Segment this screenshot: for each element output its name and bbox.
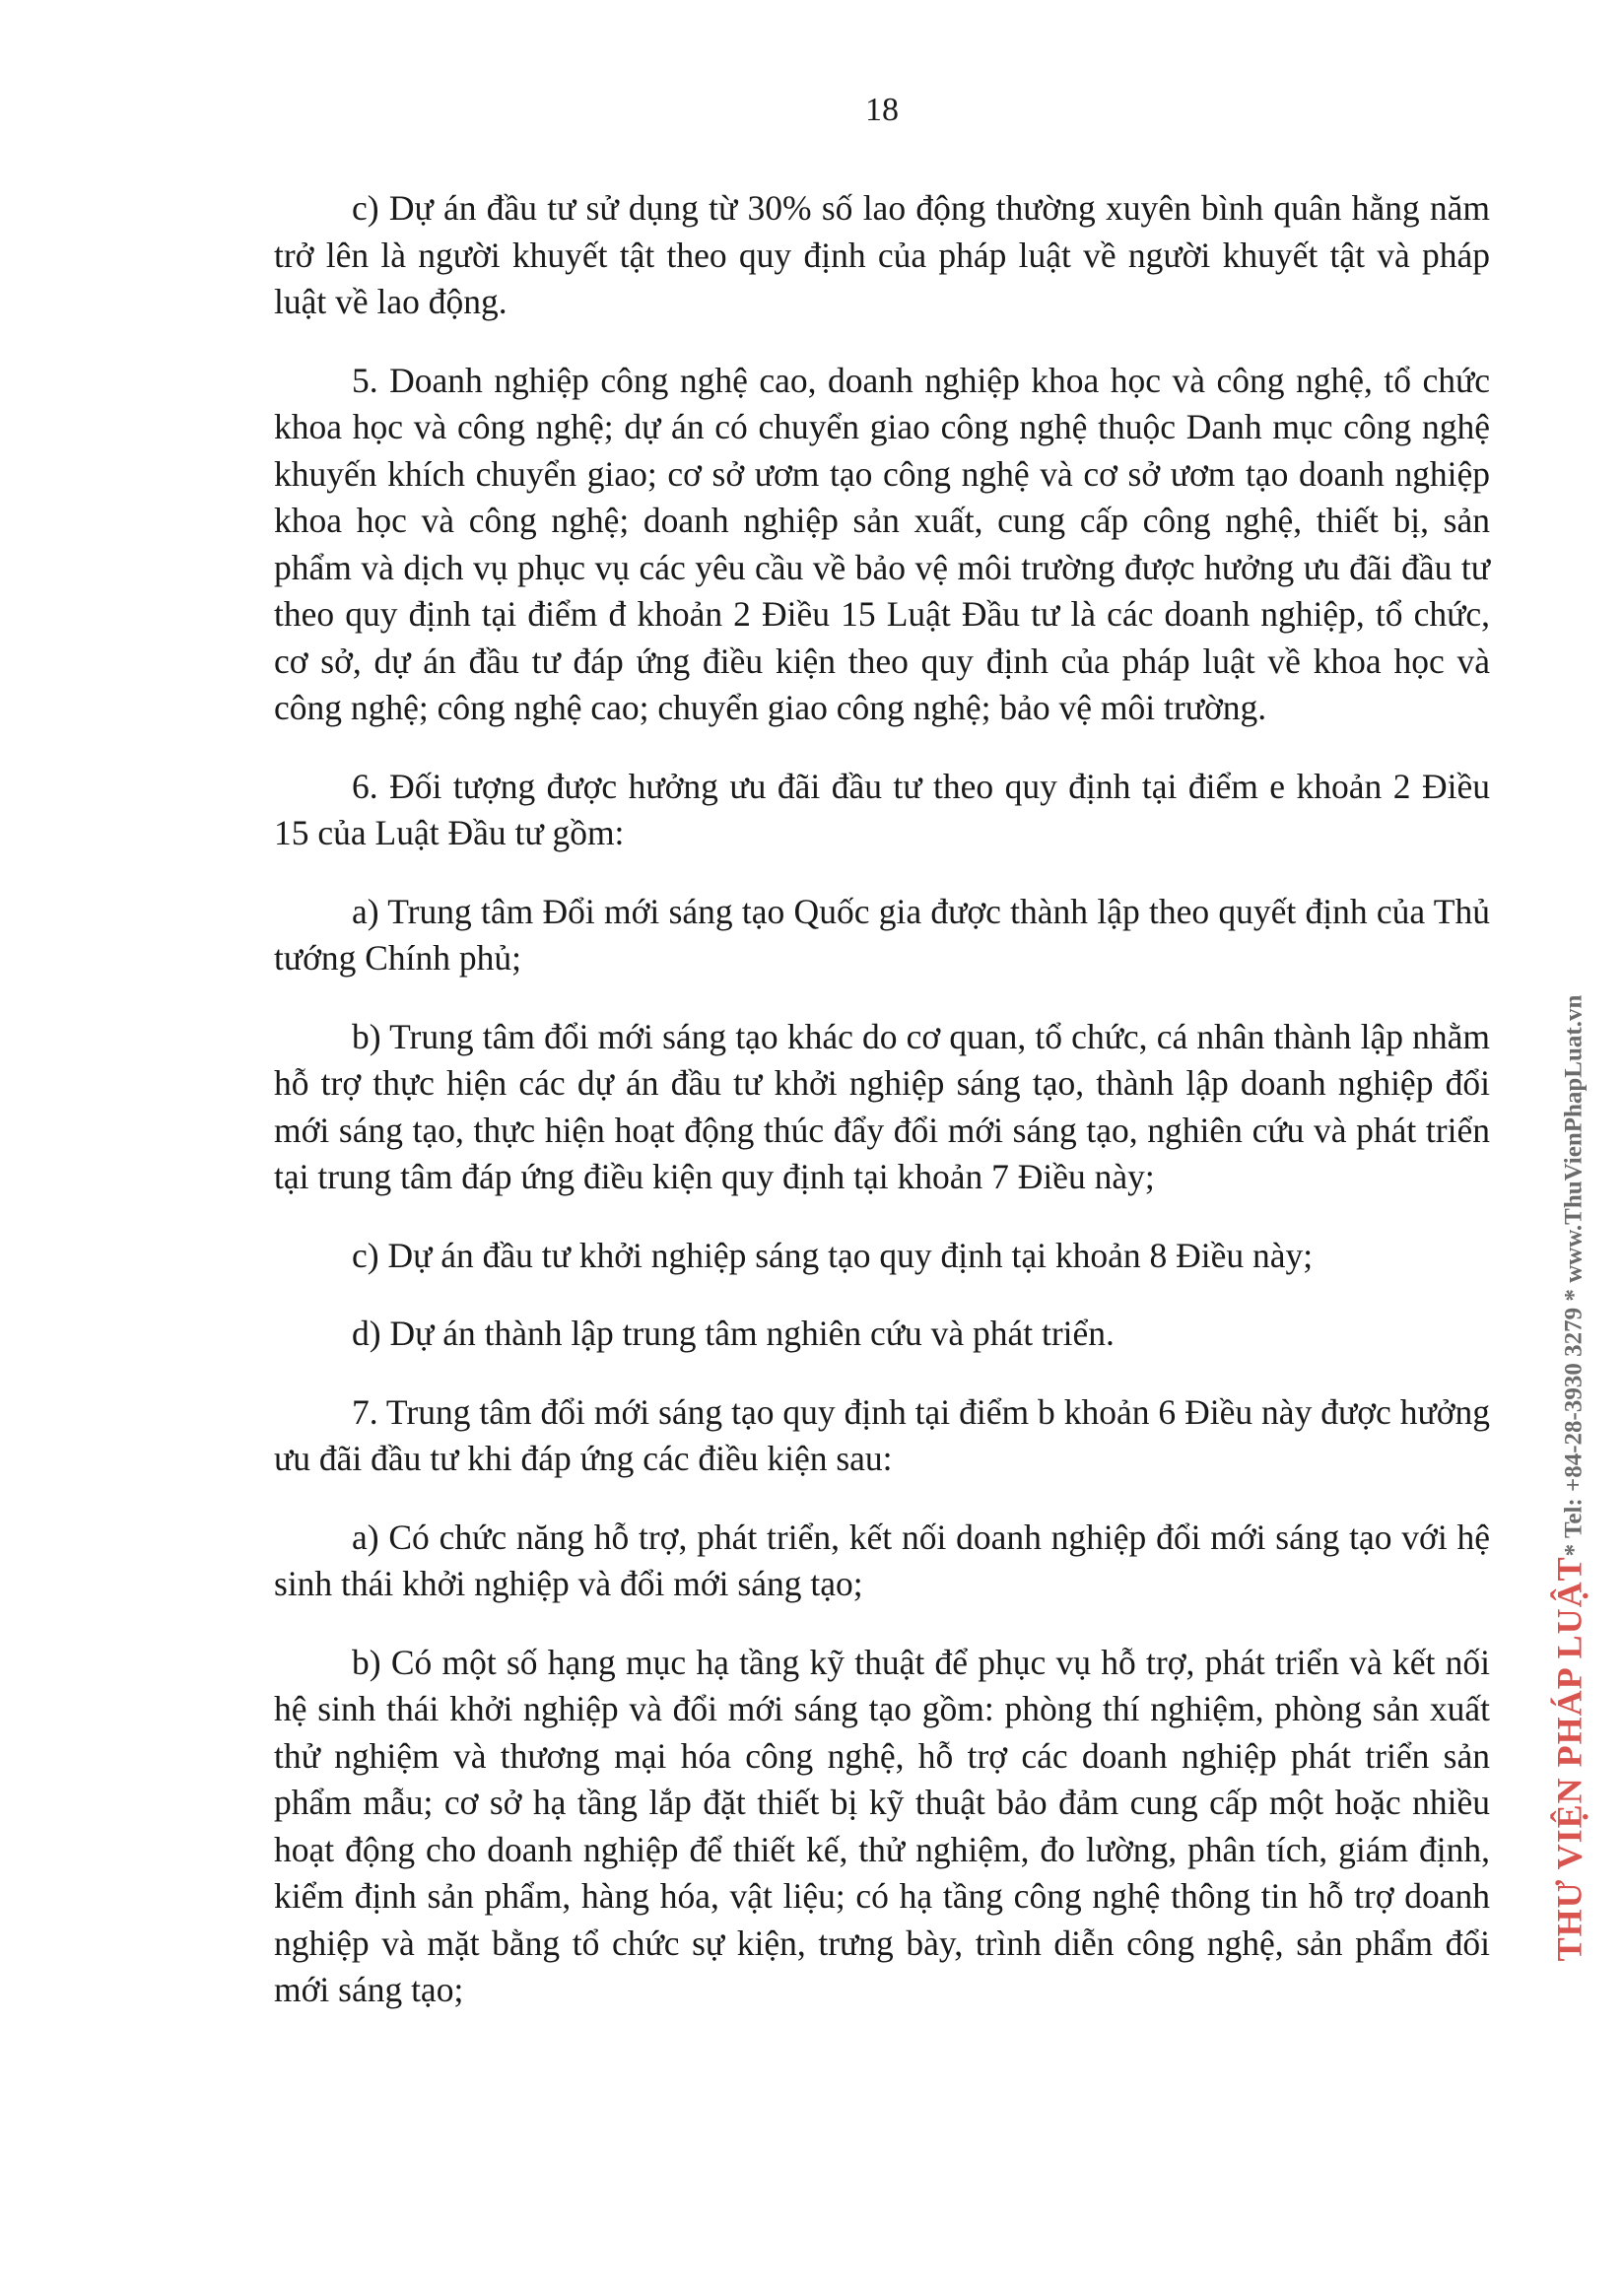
page-number: 18 (865, 92, 899, 128)
paragraph-7: 7. Trung tâm đổi mới sáng tạo quy định tại điểm b khoản 6 Điều này được hưởng ưu đãi đầu tư khi đáp ứng các điều kiện sau: (274, 1391, 1490, 1478)
paragraph-5: 5. Doanh nghiệp công nghệ cao, doanh nghiệp khoa học và công nghệ, tổ chức khoa học và công nghệ; dự án có chuyển giao công nghệ thuộc Danh mục công nghệ khuyến khích chuyển giao; cơ sở ươm tạo công nghệ và cơ sở ươm tạo doanh nghiệp khoa học và công nghệ; doanh nghiệp sản xuất, cung cấp công nghệ, thiết bị, sản phẩm và dịch vụ phục vụ các yêu cầu về bảo vệ môi trường được hưởng ưu đãi đầu tư theo quy định tại điểm đ khoản 2 Điều 15 Luật Đầu tư là các doanh nghiệp, tổ chức, cơ sở, dự án đầu tư đáp ứng điều kiện theo quy định của pháp luật về khoa học và công nghệ; công nghệ cao; chuyển giao công nghệ; bảo vệ môi trường. (274, 360, 1490, 727)
paragraph-6b: b) Trung tâm đổi mới sáng tạo khác do cơ quan, tổ chức, cá nhân thành lập nhằm hỗ trợ thực hiện các dự án đầu tư khởi nghiệp sáng tạo, thành lập doanh nghiệp đổi mới sáng tạo, thực hiện hoạt động thúc đẩy đổi mới sáng tạo, nghiên cứu và phát triển tại trung tâm đáp ứng điều kiện quy định tại khoản 7 Điều này; (274, 1016, 1490, 1196)
paragraph-6: 6. Đối tượng được hưởng ưu đãi đầu tư theo quy định tại điểm e khoản 2 Điều 15 của Luật Đầu tư gồm: (274, 766, 1490, 852)
watermark-contact: * Tel: +84-28-3930 3279 * www.ThuVienPhapLuat.vn (1560, 994, 1588, 1557)
document-body (274, 185, 1490, 2046)
paragraph-7b: b) Có một số hạng mục hạ tầng kỹ thuật để phục vụ hỗ trợ, phát triển và kết nối hệ sinh thái khởi nghiệp và đổi mới sáng tạo gồm: phòng thí nghiệm, phòng sản xuất thử nghiệm và thương mại hóa công nghệ, hỗ trợ các doanh nghiệp phát triển sản phẩm mẫu; cơ sở hạ tầng lắp đặt thiết bị kỹ thuật bảo đảm cung cấp một hoặc nhiều hoạt động cho doanh nghiệp để thiết kế, thử nghiệm, đo lường, phân tích, giám định, kiểm định sản phẩm, hàng hóa, vật liệu; có hạ tầng công nghệ thông tin hỗ trợ doanh nghiệp và mặt bằng tổ chức sự kiện, trưng bày, trình diễn công nghệ, sản phẩm đổi mới sáng tạo; (274, 1642, 1490, 2009)
watermark-brand: THƯ VIỆN PHÁP LUẬT (1549, 1556, 1590, 1962)
paragraph-6c: c) Dự án đầu tư khởi nghiệp sáng tạo quy định tại khoản 8 Điều này; (352, 1235, 1314, 1275)
paragraph-7a: a) Có chức năng hỗ trợ, phát triển, kết nối doanh nghiệp đổi mới sáng tạo với hệ sinh thái khởi nghiệp và đổi mới sáng tạo; (274, 1517, 1490, 1603)
paragraph-6a: a) Trung tâm Đổi mới sáng tạo Quốc gia được thành lập theo quyết định của Thủ tướng Chính phủ; (274, 891, 1490, 978)
paragraph-4c: c) Dự án đầu tư sử dụng từ 30% số lao động thường xuyên bình quân hằng năm trở lên là người khuyết tật theo quy định của pháp luật về người khuyết tật và pháp luật về lao động. (274, 188, 1490, 321)
side-watermark (1549, 994, 1590, 1962)
paragraph-6d: d) Dự án thành lập trung tâm nghiên cứu và phát triển. (352, 1314, 1115, 1353)
